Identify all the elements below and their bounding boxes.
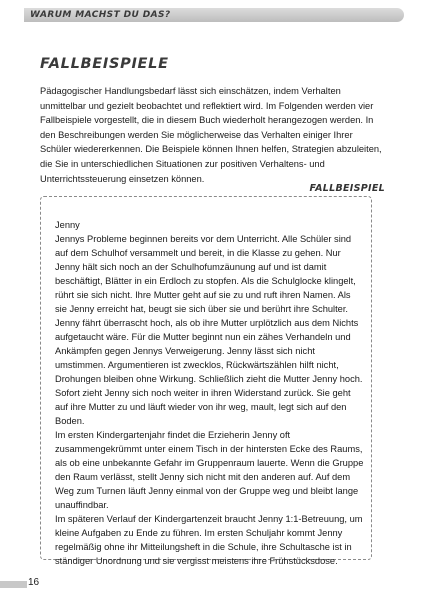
case-paragraph-3: Im späteren Verlauf der Kindergartenzeit braucht Jenny 1:1-Betreuung, um kleine Aufgaben zu Ende zu führen. Im ersten Schuljahr kommt Jenny regelmäßig ohne ihr Mitteilungsheft in die Schule, ihre Schultasche ist in ständiger Unordnung und sie vergisst meistens ihre Frühstücksdose. bbox=[55, 514, 363, 566]
case-paragraph-2: Im ersten Kindergartenjahr findet die Erzieherin Jenny oft zusammengekrümmt unter einem Tisch in der hintersten Ecke des Raums, als ob eine unbekannte Gefahr im Gruppenraum lauerte. Wenn die Gruppe den Raum verlässt, stellt Jenny sich nicht mit den anderen auf. Auf dem Weg zum Turnen läuft Jenny einmal von der Gruppe weg und bleibt lange unauffindbar. bbox=[55, 430, 364, 510]
case-paragraph-1: Jennys Probleme beginnen bereits vor dem Unterricht. Alle Schüler sind auf dem Schulhof versammelt und bereit, in die Klasse zu gehen. Nur Jenny hält sich noch an der Schulhofumzäunung auf und ist damit beschäftigt, Blätter in ein Erdloch zu stopfen. Als die Schulglocke klingelt, rührt sie sich nicht. Ihre Mutter geht auf sie zu und ruft ihren Namen. Als sie Jenny erreicht hat, beugt sie sich über sie und berührt ihre Schulter. Jenny fährt überrascht hoch, als ob ihre Mutter urplötzlich aus dem Nichts aufgetaucht wäre. Für die Mutter beginnt nun ein zähes Verhandeln und Ankämpfen gegen Jennys Verweigerung. Jenny lässt sich nicht umstimmen. Argumentieren ist zwecklos, Rückwärtszählen hilft nicht, Drohungen bleiben ohne Wirkung. Schließlich zieht die Mutter Jenny hoch. Sofort zieht Jenny sich noch weiter in ihren Widerstand zurück. Sie geht auf ihre Mutter zu und läuft wieder von ihr weg, mault, legt sich auf den Boden. bbox=[55, 234, 363, 426]
footer-bar bbox=[0, 581, 27, 588]
running-header-title: WARUM MACHST DU DAS? bbox=[30, 10, 171, 20]
section-title: FALLBEISPIELE bbox=[40, 56, 169, 72]
case-name-jenny: Jenny bbox=[55, 220, 80, 230]
case-text bbox=[55, 232, 365, 568]
case-example-tag: FALLBEISPIEL bbox=[304, 183, 391, 194]
intro-paragraph: Pädagogischer Handlungsbedarf lässt sich einschätzen, indem Verhalten unmittelbar und gezielt beobachtet und reflektiert wird. Im Folgenden werden vier Fallbeispiele vorgestellt, die in diesem Buch wiederholt herangezogen werden. In den Beschreibungen werden Sie möglicherweise das Verhalten einiger Ihrer Schüler wiedererkennen. Die Beispiele können Ihnen helfen, Strategien abzuleiten, die Sie in unterschiedlichen Situationen zur positiven Verhaltens- und Unterrichtssteuerung einsetzen können. bbox=[40, 86, 382, 184]
page-number: 16 bbox=[28, 577, 40, 588]
